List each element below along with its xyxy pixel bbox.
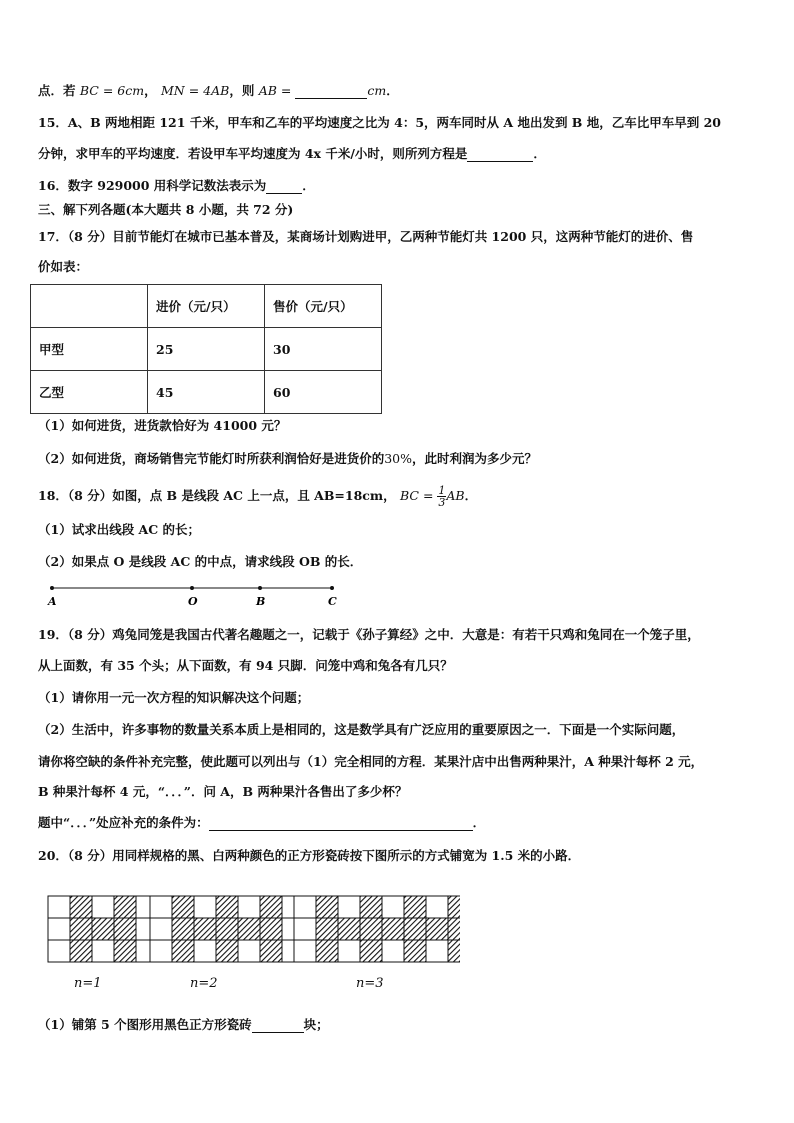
black-tile [172, 918, 194, 940]
text: 块； [303, 1017, 329, 1032]
table-cell [31, 285, 148, 328]
text: ， [144, 83, 157, 98]
math-ab: AB [446, 488, 465, 503]
white-tile [382, 940, 404, 962]
answer-blank[interactable] [266, 180, 302, 194]
percent: 30% [384, 451, 412, 466]
table-cell: 60 [265, 371, 382, 414]
question-15-line-2 [38, 146, 546, 162]
point-c [330, 586, 334, 590]
question-19-part-2-line-2: 请你将空缺的条件补充完整，使此题可以列出与（1）完全相同的方程．某果汁店中出售两种果汁，A 种果汁每杯 2 元， [38, 754, 704, 769]
black-tile [216, 940, 238, 962]
label-c: C [328, 595, 337, 608]
white-tile [48, 918, 70, 940]
point-a [50, 586, 54, 590]
question-19-part-2-line-1: （2）生活中，许多事物的数量关系本质上是相同的，这是数学具有广泛应用的重要原因之一．下面是一个实际问题， [38, 722, 685, 737]
question-19-line-2: 从上面数，有 35 个头；从下面数，有 94 只脚．问笼中鸡和兔各有几只？ [38, 658, 453, 673]
white-tile [294, 918, 316, 940]
table-cell: 进价（元/只） [148, 285, 265, 328]
question-19-line-1: 19．（8 分）鸡兔同笼是我国古代著名趣题之一，记载于《孙子算经》之中．大意是：有若干只鸡和兔同在一个笼子里， [38, 627, 700, 642]
black-tile [194, 918, 216, 940]
black-tile [114, 896, 136, 918]
white-tile [426, 896, 448, 918]
question-17-part-2 [38, 451, 537, 467]
black-tile [316, 918, 338, 940]
text: ． [472, 815, 486, 830]
white-tile [150, 940, 172, 962]
point-o [190, 586, 194, 590]
white-tile [48, 896, 70, 918]
label-a: A [48, 595, 57, 608]
question-19-part-2-line-4 [38, 815, 485, 831]
black-tile [114, 940, 136, 962]
math-unit: cm [125, 83, 145, 98]
math-mn: MN [160, 83, 185, 98]
black-tile [316, 896, 338, 918]
fill-blank-line-14 [38, 83, 399, 99]
table-cell: 45 [148, 371, 265, 414]
text: 题中“．．．”处应补充的条件为： [38, 815, 209, 830]
segment-figure [40, 580, 360, 612]
question-16 [38, 178, 315, 194]
price-table [30, 284, 382, 414]
question-19-part-2-line-3: B 种果汁每杯 4 元，“．．．”．问 A，B 两种果汁各售出了多少杯？ [38, 784, 408, 799]
question-18-part-2: （2）如果点 O 是线段 AC 的中点，请求线段 OB 的长． [38, 554, 363, 569]
table-cell: 甲型 [31, 328, 148, 371]
text: ，则 [229, 83, 255, 98]
label-b: B [256, 595, 266, 608]
point-b [258, 586, 262, 590]
answer-blank[interactable] [467, 148, 533, 162]
question-15-line-1: 15．A、B 两地相距 121 千米，甲车和乙车的平均速度之比为 4：5，两车同时从 A 地出发到 B 地，乙车比甲车早到 20 [38, 115, 721, 130]
black-tile [70, 918, 92, 940]
denominator: 3 [438, 496, 446, 509]
black-tile [70, 896, 92, 918]
section-heading: 三、解下列各题(本大题共 8 小题，共 72 分) [38, 202, 294, 217]
white-tile [238, 896, 260, 918]
table-cell: 售价（元/只） [265, 285, 382, 328]
label-n2: n=2 [190, 976, 218, 991]
label-n3: n=3 [356, 976, 384, 991]
white-tile [294, 940, 316, 962]
table-cell: 乙型 [31, 371, 148, 414]
black-tile [172, 896, 194, 918]
black-tile [260, 918, 282, 940]
math-ab: AB [211, 83, 230, 98]
white-tile [150, 918, 172, 940]
question-17-line-2: 价如表： [38, 259, 89, 274]
white-tile [338, 896, 360, 918]
math-eq: = 6 [98, 83, 126, 98]
black-tile [260, 896, 282, 918]
numerator: 1 [438, 484, 446, 497]
black-tile [360, 896, 382, 918]
text: （1）铺第 5 个图形用黑色正方形瓷砖 [38, 1017, 252, 1032]
text: ． [533, 146, 546, 161]
black-tile [238, 918, 260, 940]
black-tile [404, 896, 426, 918]
black-tile [360, 918, 382, 940]
white-tile [294, 896, 316, 918]
black-tile [216, 918, 238, 940]
question-18-line-1 [38, 485, 477, 508]
question-17-part-1: （1）如何进货，进货款恰好为 41000 元？ [38, 418, 287, 433]
text: 16．数字 929000 用科学记数法表示为 [38, 178, 267, 193]
text: （2）如何进货，商场销售完节能灯时所获利润恰好是进货价的 [38, 451, 385, 466]
white-tile [48, 940, 70, 962]
question-18-part-1: （1）试求出线段 AC 的长； [38, 522, 201, 537]
white-tile [92, 896, 114, 918]
black-tile [448, 940, 460, 962]
math-bc: BC [79, 83, 99, 98]
black-tile [448, 896, 460, 918]
white-tile [194, 940, 216, 962]
math-unit: cm [367, 83, 387, 98]
question-20-part-1 [38, 1017, 329, 1033]
white-tile [194, 896, 216, 918]
table-row [31, 371, 382, 414]
white-tile [338, 940, 360, 962]
text: 点．若 [38, 83, 76, 98]
white-tile [382, 896, 404, 918]
question-19-part-1: （1）请你用一元一次方程的知识解决这个问题； [38, 690, 310, 705]
math-ab: AB [258, 83, 277, 98]
table-header-row [31, 285, 382, 328]
black-tile [404, 940, 426, 962]
text: ． [464, 488, 478, 503]
black-tile [92, 918, 114, 940]
black-tile [360, 940, 382, 962]
black-tile [448, 918, 460, 940]
black-tile [426, 918, 448, 940]
table-cell: 30 [265, 328, 382, 371]
black-tile [260, 940, 282, 962]
text: 18．（8 分）如图，点 B 是线段 AC 上一点，且 AB=18cm， [38, 488, 396, 503]
white-tile [238, 940, 260, 962]
black-tile [216, 896, 238, 918]
black-tile [316, 940, 338, 962]
text: ，此时利润为多少元？ [412, 451, 538, 466]
answer-blank[interactable] [209, 817, 473, 831]
math-eq: = 4 [184, 83, 212, 98]
label-n1: n=1 [74, 976, 102, 991]
math-eq: = [418, 488, 438, 503]
math-eq: = [276, 83, 296, 98]
black-tile [404, 918, 426, 940]
table-cell: 25 [148, 328, 265, 371]
black-tile [114, 918, 136, 940]
white-tile [150, 896, 172, 918]
black-tile [338, 918, 360, 940]
question-17-line-1: 17．（8 分）目前节能灯在城市已基本普及，某商场计划购进甲，乙两种节能灯共 1200 只，这两种节能灯的进价、售 [38, 229, 694, 244]
question-20: 20．（8 分）用同样规格的黑、白两种颜色的正方形瓷砖按下图所示的方式铺宽为 1.5 米的小路． [38, 848, 581, 863]
table-row [31, 328, 382, 371]
black-tile [172, 940, 194, 962]
answer-blank[interactable] [295, 85, 367, 99]
tile-pattern-figure [40, 888, 460, 968]
text: ． [302, 178, 315, 193]
text: 分钟，求甲车的平均速度．若设甲车平均速度为 4x 千米/小时，则所列方程是 [38, 146, 468, 161]
black-tile [382, 918, 404, 940]
answer-blank[interactable] [252, 1019, 304, 1033]
white-tile [92, 940, 114, 962]
black-tile [70, 940, 92, 962]
label-o: O [188, 595, 198, 608]
math-bc: BC [400, 488, 419, 503]
white-tile [426, 940, 448, 962]
text: ． [386, 83, 399, 98]
